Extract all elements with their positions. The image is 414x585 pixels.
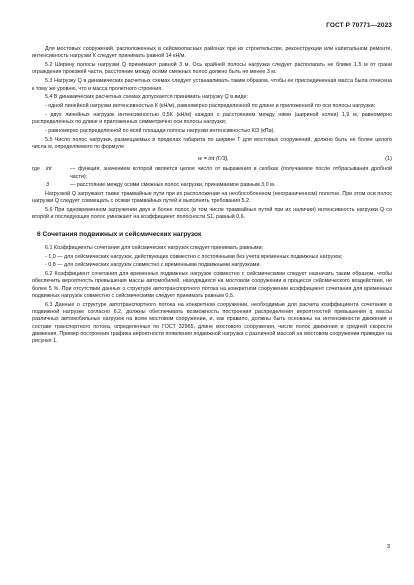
where-text: — расстояние между осями смежных полос нагрузки, принимаемое равным 3,0 м. [70, 182, 276, 189]
list-item-5-4-b: - двух линейных нагрузок интенсивностью 0,5К (кН/м) каждая с расстоянием между ними (шириной колеи) 1,9 м, равномерно распределенных по длине и приложенных симметрично оси полосы нагрузки; [32, 111, 392, 126]
paragraph-5-2: 5.2 Ширину полосы нагрузки Q принимают равной 3 м. Ось крайней полосы нагрузки следует располагать не ближе 1,5 м от грани ограждения проезжей части, расстояние между осями смежных полос должно быть не менее 3 м. [32, 62, 392, 76]
paragraph-6-2: 6.2 Коэффициент сочетания для временных подвижных нагрузок совместно с сейсмическими следует назначать таким образом, чтобы обеспечить вероятность превышения массы автомобилей, находящихся на мостовом сооружении в процессе сейсмического воздействия, не более 5 %. При отсутствии данных о структуре автотранспортного потока на конкретном сооружении коэффициент сочетания для временных подвижных нагрузок совместно с сейсмическими следует принимать равным 0,5. [32, 270, 392, 300]
paragraph-5-6: 5.6 При одновременном загружении двух и более полос (в том числе трамвайных путей при их наличии) интенсивность нагрузки Q со второй и последующих полос умножают на коэффициент полосности S1, равный 0,6. [32, 207, 392, 221]
paragraph-6-3: 6.3 Данные о структуре автотранспортного потока на конкретном сооружении, необходимые для расчета коэффициента сочетания в подвижной нагрузке согласно 6.2, должны обеспечивать возможность построения распределения вероятностей превышения q массы различных автомобильных нагрузок на всем мостовом сооружении, и, как правило, должны быть основаны на интенсивности движения и составе транспортного потока, определенных по ГОСТ 32965, длине мостового сооружения, числе полос движения и средней скорости движения. Пример построения графика вероятности появления подвижной нагрузки с различной массой на мостовом сооружении приведен на рисунке 1. [32, 301, 392, 345]
where-lead [32, 182, 46, 189]
paragraph-5-5: 5.5 Число полос нагрузки, размещаемых в пределах габарита по ширине Г для мостовых сооружений, должно быть не более целого числа w, определяемого по формуле [32, 136, 392, 150]
section-heading-6: 6 Сочетания подвижных и сейсмических нагрузок [37, 230, 202, 238]
list-item-6-1-b: - 0,8 — для сейсмических нагрузок совместно с временными подвижными нагрузками. [45, 262, 261, 269]
list-item-5-4-c: - равномерно распределенной по всей площади полосы нагрузки интенсивностью К/3 (кПа). [45, 127, 275, 134]
where-text: — функция, значением которой является целое число от выражения в скобках (получаемое после отбрасывания дробной части); [70, 166, 392, 180]
formula-expression: w = int (Г/3), [198, 156, 229, 163]
page-number: 3 [386, 544, 390, 550]
where-definition-int [32, 166, 392, 181]
where-symbol: int [46, 166, 52, 173]
where-definition-3 [32, 182, 392, 189]
formula-number: (1) [385, 156, 392, 163]
where-symbol: 3 [46, 182, 49, 189]
paragraph-intro: Для мостовых сооружений, расположенных в сейсмоопасных районах при их строительстве, реконструкции или капитальном ремонте, интенсивность нагрузки К следует принимать равной 14 кН/м. [32, 46, 392, 60]
paragraph-6-1: 6.1 Коэффициенты сочетания для сейсмических нагрузок следует принимать равными: [45, 244, 264, 251]
where-lead: где [32, 166, 40, 173]
formula-1 [32, 154, 392, 164]
standard-header: ГОСТ Р 70771—2023 [326, 22, 392, 29]
list-item-5-4-a: - одной линейной нагрузки интенсивностью К (кН/м), равномерно распределенной по длине и приложенной по оси полосы нагрузки; [45, 102, 376, 109]
list-item-6-1-a: - 1,0 — для сейсмических нагрузок, действующих совместно с постоянными без учета временных подвижных нагрузок; [45, 253, 343, 260]
paragraph-5-4: 5.4 В динамических расчетных схемах допускается принимать нагрузку Q в виде: [45, 94, 248, 101]
document-body [32, 46, 392, 347]
paragraph-5-5-tram: Нагрузкой Q загружают также трамвайные пути при их расположении на необособленном (неограниченном) полотне. При этом оси полос нагрузки Q следует совмещать с осями трамвайных путей и выполнять требования 5.2. [32, 191, 392, 205]
paragraph-5-3: 5.3 Нагрузку Q в динамических расчетных схемах следует устанавливать таким образом, чтобы ее присоединенная масса была отнесена к тому же уровню, что и масса пролетного строения. [32, 78, 392, 92]
